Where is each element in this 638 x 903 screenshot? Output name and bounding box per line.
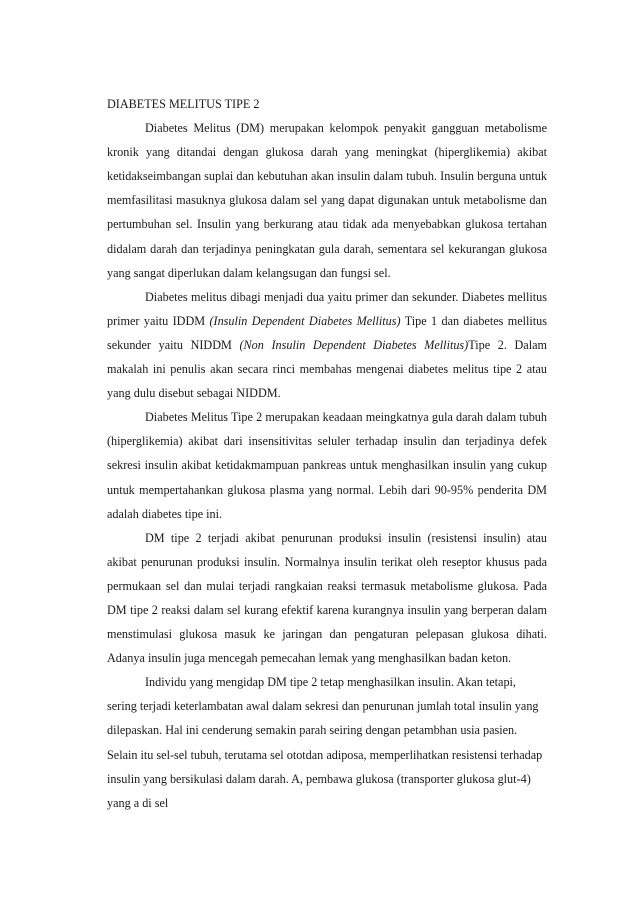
paragraph-2-italic-niddm: (Non Insulin Dependent Diabetes Mellitus) [239, 337, 469, 352]
paragraph-2-text-c: Tipe 2. Dalam makalah ini penulis akan secara rinci membahas mengenai diabetes melitus tipe 2 atau yang dulu disebut sebagai NIDDM. [107, 337, 547, 401]
paragraph-3: Diabetes Melitus Tipe 2 merupakan keadaan meingkatnya gula darah dalam tubuh (hiperglikemia) akibat dari insensitivitas seluler terhadap insulin dan terjadinya defek sekresi insulin akibat ketidakmampuan pankreas untuk menghasilkan insulin yang cukup untuk mempertahankan glukosa plasma yang normal. Lebih dari 90-95% penderita DM adalah diabetes tipe ini. [107, 410, 547, 521]
document-title: DIABETES MELITUS TIPE 2 [107, 97, 260, 111]
paragraph-1: Diabetes Melitus (DM) merupakan kelompok penyakit gangguan metabolisme kronik yang ditandai dengan glukosa darah yang meningkat (hiperglikemia) akibat ketidakseimbangan suplai dan kebutuhan akan insulin dalam tubuh. Insulin berguna untuk memfasilitasi masuknya glukosa dalam sel yang dapat digunakan untuk metabolisme dan pertumbuhan sel. Insulin yang berkurang atau tidak ada menyebabkan glukosa tertahan didalam darah dan terjadinya peningkatan gula darah, sementara sel kekurangan glukosa yang sangat diperlukan dalam kelangsugan dan fungsi sel. [107, 121, 547, 280]
paragraph-2-italic-iddm: (Insulin Dependent Diabetes Mellitus) [209, 313, 401, 328]
paragraph-4: DM tipe 2 terjadi akibat penurunan produksi insulin (resistensi insulin) atau akibat penurunan produksi insulin. Normalnya insulin terikat oleh reseptor khusus pada permukaan sel dan mulai terjadi rangkaian reaksi termasuk metabolisme glukosa. Pada DM tipe 2 reaksi dalam sel kurang efektif karena kurangnya insulin yang berperan dalam menstimulasi glukosa masuk ke jaringan dan pengaturan pelepasan glukosa dihati. Adanya insulin juga mencegah pemecahan lemak yang menghasilkan badan keton. [107, 530, 547, 666]
document-body [107, 92, 547, 815]
paragraph-5: Individu yang mengidap DM tipe 2 tetap menghasilkan insulin. Akan tetapi, sering terjadi keterlambatan awal dalam sekresi dan penurunan jumlah total insulin yang dilepaskan. Hal ini cenderung semakin parah seiring dengan petambhan usia pasien. Selain itu sel-sel tubuh, terutama sel ototdan adiposa, memperlihatkan resistensi terhadap insulin yang bersikulasi dalam darah. A, pembawa glukosa (transporter glukosa glut-4) yang a di sel [107, 675, 543, 810]
paragraph-2 [107, 285, 547, 405]
paragraph-2-text-b: Tipe 1 dan diabetes mellitus sekunder yaitu NIDDM [107, 313, 548, 352]
paragraph-2-text-a: Diabetes melitus dibagi menjadi dua yaitu primer dan sekunder. Diabetes mellitus primer yaitu IDDM [107, 289, 547, 328]
